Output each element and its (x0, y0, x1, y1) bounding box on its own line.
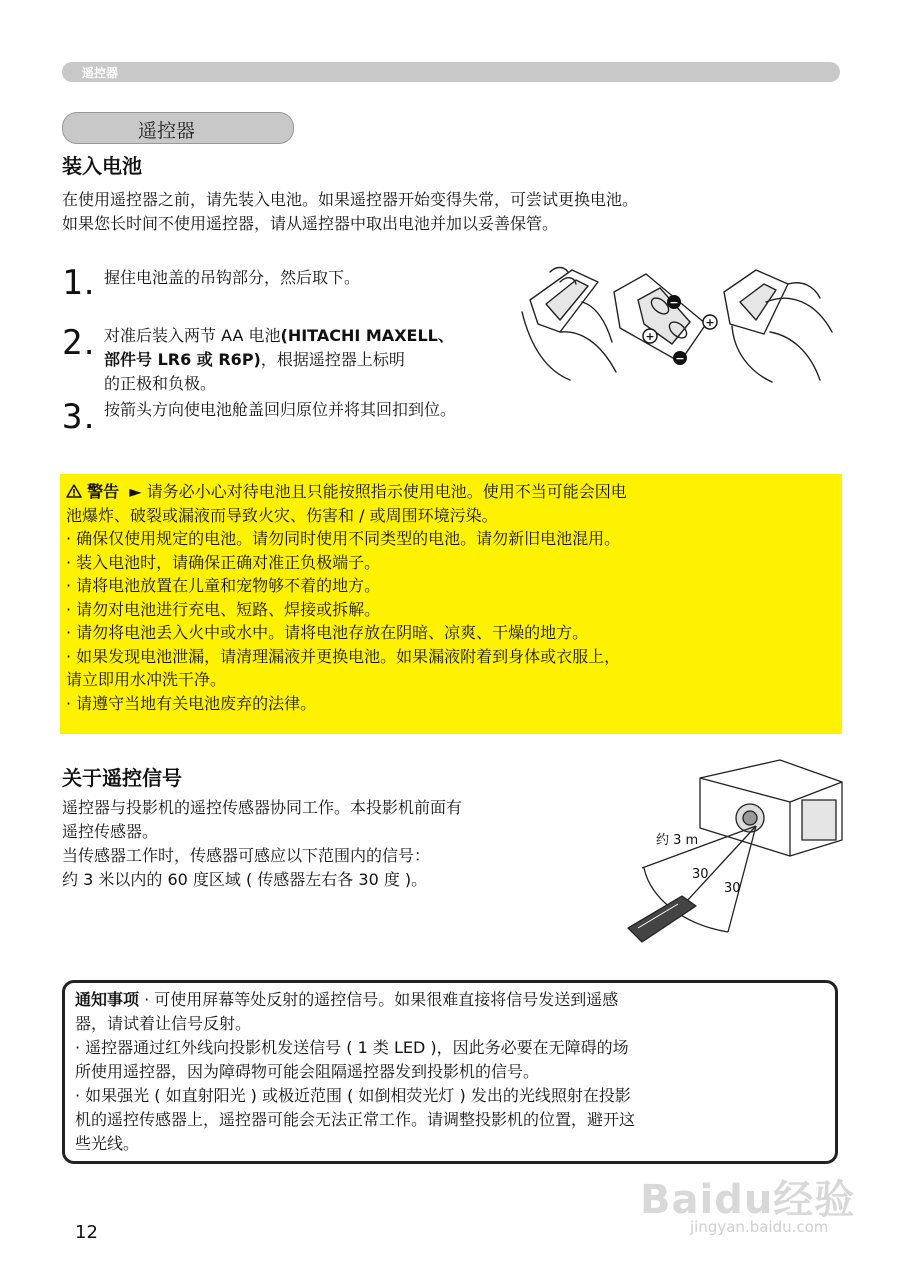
warning-label: 警告 (87, 482, 120, 501)
signal-heading: 关于遥控信号 (62, 766, 182, 790)
warning-content (66, 480, 836, 715)
step-2-line2-bold: 部件号 LR6 或 R6P) (104, 350, 261, 369)
signal-text (62, 796, 622, 892)
step-2-line1-bold: (HITACHI MAXELL、 (280, 326, 454, 345)
warning-line: 请立即用水冲洗干净。 (66, 670, 227, 689)
page-number: 12 (75, 1222, 98, 1243)
notice-line: 所使用遥控器，因为障碍物可能会阻隔遥控器发到投影机的信号。 (75, 1062, 540, 1081)
notice-line: · 可使用屏幕等处反射的遥控信号。如果很难直接将信号发送到遥感 (139, 990, 619, 1009)
angle-left-label: 30 (692, 867, 709, 882)
notice-content (75, 988, 831, 1156)
step-2-line2: ，根据遥控器上标明 (260, 350, 405, 369)
step-number-text: 1 (62, 263, 83, 303)
warning-line: 池爆炸、破裂或漏液而导致火灾、伤害和 / 或周围环境污染。 (66, 505, 498, 525)
section-title: 遥控器 (138, 120, 196, 142)
step-1-text: 握住电池盖的吊钩部分，然后取下。 (104, 268, 361, 287)
signal-line: 遥控器与投影机的遥控传感器协同工作。本投影机前面有 (62, 798, 463, 817)
warning-arrow: ► (129, 482, 142, 501)
signal-line: 遥控传感器。 (62, 822, 159, 841)
warning-triangle-icon (66, 484, 82, 498)
notice-line: · 如果强光 ( 如直射阳光 ) 或极近范围 ( 如倒相荧光灯 ) 发出的光线照射在投影 (75, 1086, 631, 1105)
step-number: 3. (62, 397, 96, 437)
notice-box (62, 980, 838, 1164)
warning-line: 请务必小心对待电池且只能按照指示使用电池。使用不当可能会因电 (146, 482, 627, 501)
watermark-logo: Baidu经验 (640, 1177, 856, 1223)
step-2-text (104, 324, 524, 396)
battery-intro (62, 188, 852, 236)
notice-line: 器，请试着让信号反射。 (75, 1014, 252, 1033)
section-title-pill (62, 112, 294, 144)
header-bar (62, 62, 840, 82)
notice-line: · 遥控器通过红外线向投影机发送信号 ( 1 类 LED )，因此务必要在无障碍的场 (75, 1038, 629, 1057)
warning-line: · 请勿将电池丢入火中或水中。请将电池存放在阴暗、凉爽、干燥的地方。 (66, 623, 589, 642)
intro-line: 如果您长时间不使用遥控器，请从遥控器中取出电池并加以妥善保管。 (62, 214, 559, 233)
battery-heading: 装入电池 (62, 154, 142, 178)
step-number: 1. (62, 263, 96, 303)
notice-label: 通知事项 (75, 990, 140, 1009)
step-number-text: 2 (62, 323, 83, 363)
warning-line: · 装入电池时，请确保正确对准正负极端子。 (66, 552, 381, 572)
step-number-text: 3 (62, 397, 83, 437)
warning-line: · 确保仅使用规定的电池。请勿同时使用不同类型的电池。请勿新旧电池混用。 (66, 529, 621, 548)
signal-line: 约 3 米以内的 60 度区域 ( 传感器左右各 30 度 )。 (62, 870, 428, 889)
watermark-url: jingyan.baidu.com (690, 1218, 829, 1236)
signal-line: 当传感器工作时，传感器可感应以下范围内的信号： (62, 846, 431, 865)
step-number: 2. (62, 323, 96, 363)
warning-line: · 请遵守当地有关电池废弃的法律。 (66, 693, 317, 713)
battery-install-illustration (520, 262, 842, 386)
notice-line: 些光线。 (75, 1134, 140, 1153)
warning-line: · 如果发现电池泄漏，请清理漏液并更换电池。如果漏液附着到身体或衣服上， (66, 646, 621, 666)
svg-text:−: − (675, 352, 685, 365)
svg-text:+: + (645, 330, 655, 343)
svg-text:+: + (705, 316, 715, 329)
signal-range-diagram (620, 756, 844, 948)
warning-line: · 请勿对电池进行充电、短路、焊接或拆解。 (66, 599, 381, 619)
intro-line: 在使用遥控器之前，请先装入电池。如果遥控器开始变得失常，可尝试更换电池。 (62, 190, 639, 209)
warning-box (60, 474, 842, 734)
step-2-line1: 对准后装入两节 AA 电池 (104, 326, 281, 345)
distance-label: 约 3 m (656, 833, 699, 848)
angle-right-label: 30 (724, 881, 741, 896)
warning-line: · 请将电池放置在儿童和宠物够不着的地方。 (66, 576, 381, 595)
svg-text:−: − (669, 296, 679, 309)
step-3-text: 按箭头方向使电池舱盖回归原位并将其回扣到位。 (104, 400, 457, 419)
notice-line: 机的遥控传感器上，遥控器可能会无法正常工作。请调整投影机的位置，避开这 (75, 1110, 636, 1129)
header-title: 遥控器 (82, 66, 119, 80)
step-2-line3: 的正极和负极。 (104, 374, 217, 393)
